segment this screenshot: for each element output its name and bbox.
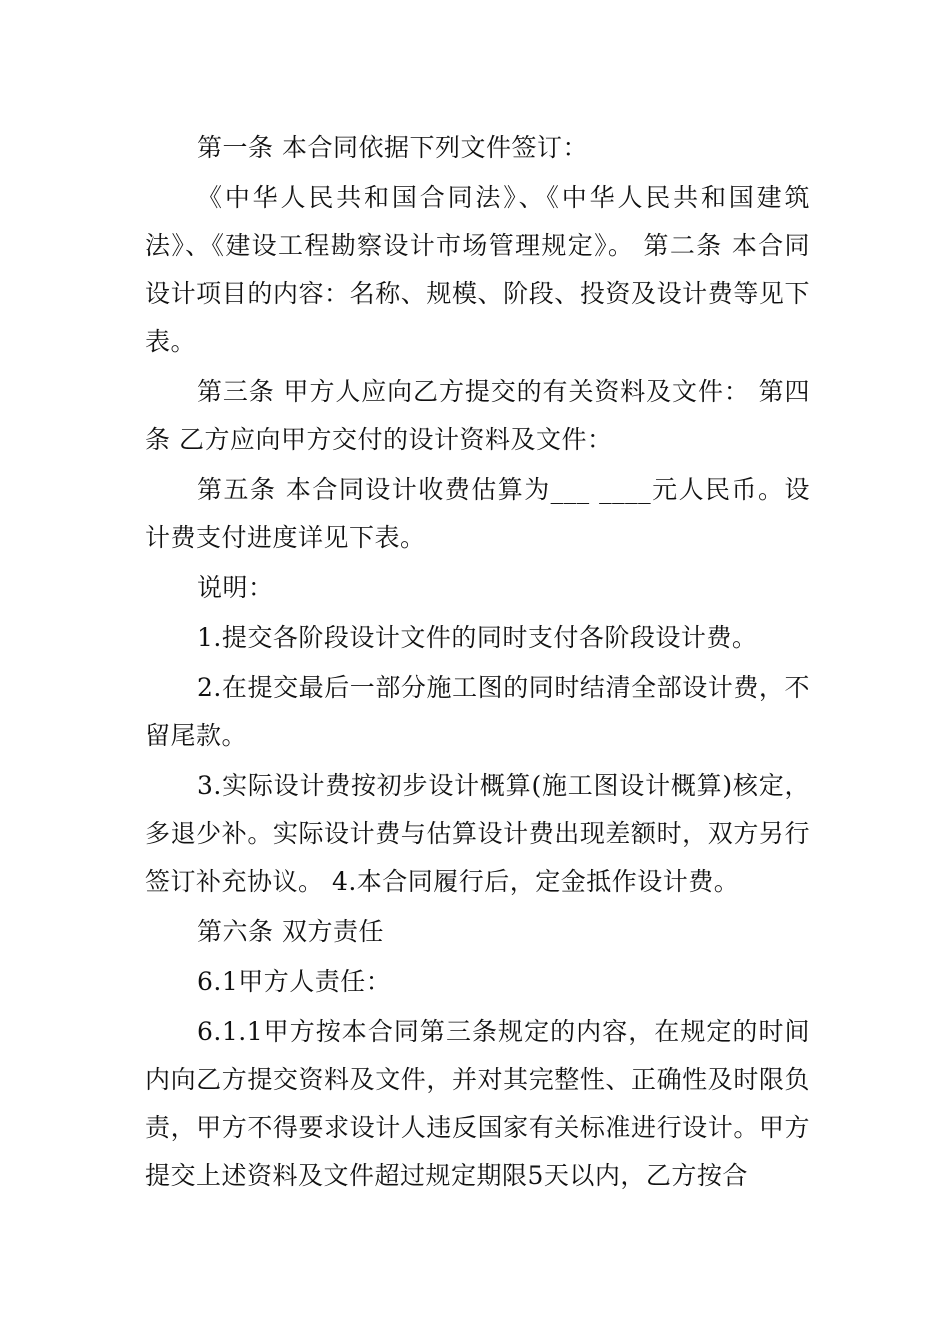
paragraph-article-1: 第一条 本合同依据下列文件签订： — [197, 133, 588, 162]
paragraph-section-6-1-1: 6.1.1甲方按本合同第三条规定的内容，在规定的时间内向乙方提交资料及文件，并对其完整性、正确性及时限负责，甲方不得要求设计人违反国家有关标准进行设计。甲方提交上述资料及文件超过规定期限5天以内，乙方按合 — [145, 1017, 810, 1190]
paragraph-article-3: 第三条 甲方人应向乙方提交的有关资料及文件： 第四条 乙方应向甲方交付的设计资料及文件： — [145, 377, 810, 454]
paragraph-note-1: 1.提交各阶段设计文件的同时支付各阶段设计费。 — [197, 623, 758, 652]
paragraph-article-6: 第六条 双方责任 — [197, 917, 384, 946]
paragraph-notes-heading: 说明： — [197, 573, 274, 602]
paragraph-note-3: 3.实际设计费按初步设计概算(施工图设计概算)核定，多退少补。实际设计费与估算设计费出现差额时，双方另行签订补充协议。 4.本合同履行后，定金抵作设计费。 — [145, 771, 810, 896]
document-body — [145, 124, 810, 1202]
paragraph-note-2: 2.在提交最后一部分施工图的同时结清全部设计费，不留尾款。 — [145, 673, 810, 750]
paragraph-article-5: 第五条 本合同设计收费估算为___ ____元人民币。设计费支付进度详见下表。 — [145, 475, 810, 552]
paragraph-basis-laws: 《中华人民共和国合同法》、《中华人民共和国建筑法》、《建设工程勘察设计市场管理规定》。 第二条 本合同设计项目的内容：名称、规模、阶段、投资及设计费等见下表。 — [145, 183, 810, 356]
paragraph-section-6-1: 6.1甲方人责任： — [197, 967, 392, 996]
